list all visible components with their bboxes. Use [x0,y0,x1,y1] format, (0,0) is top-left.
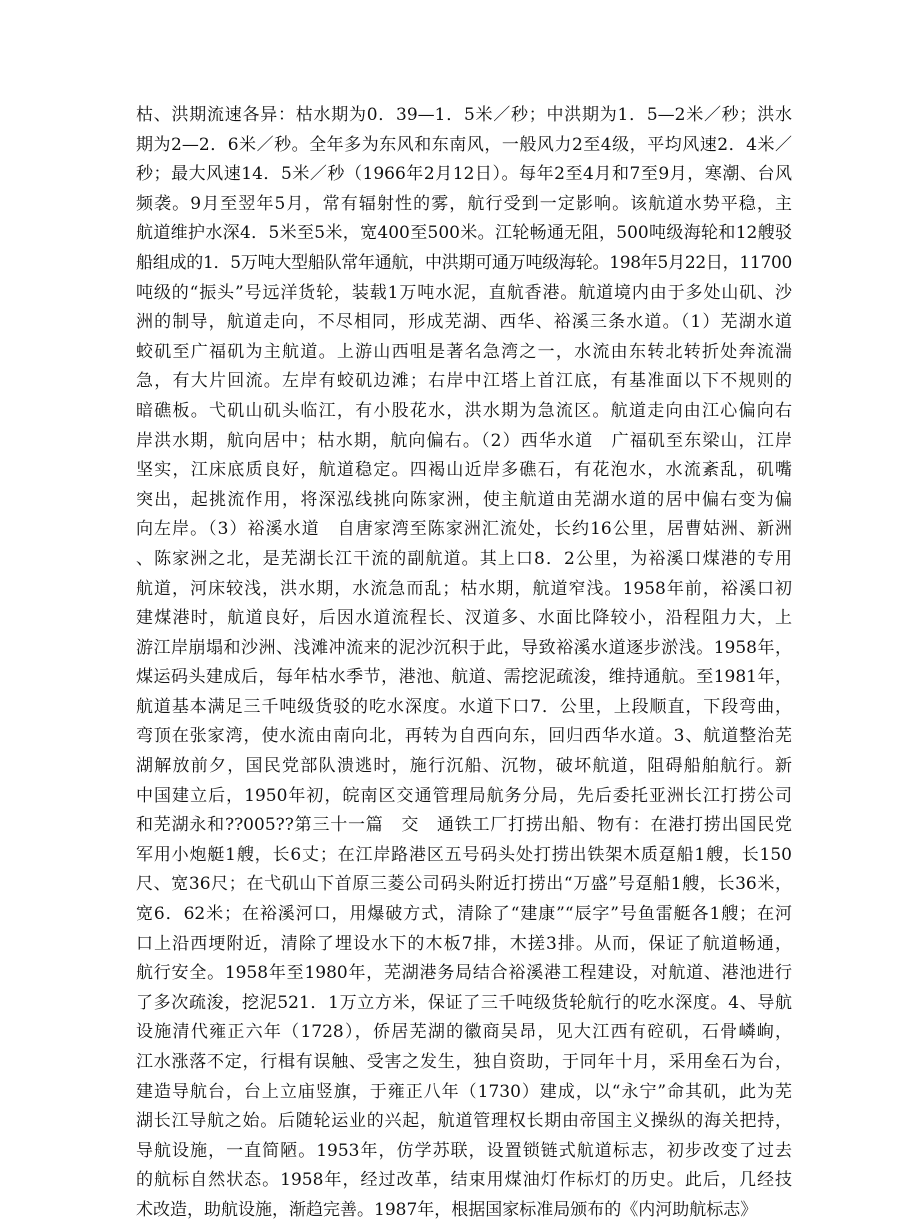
text-line: 军用小炮艇1艘，长6丈；在江岸路港区五号码头处打捞出铁架木质趸船1艘，长150 [136,844,792,865]
text-line: 口上沿西埂附近，清除了埋设水下的木板7排，木搓3排。从而，保证了航道畅通， [136,933,792,954]
text-line: 航道维护水深4．5米至5米，宽400至500米。江轮畅通无阻，500吨级海轮和12艘驳 [136,223,792,244]
text-line: 弯顶在张家湾，使水流由南向北，再转为自西向东，回归西华水道。3、航道整治芜 [136,726,792,747]
text-line: 航道基本满足三千吨级货驳的吃水深度。水道下口7．公里，上段顺直，下段弯曲， [136,696,792,717]
text-line: 岸洪水期，航向居中；枯水期，航向偏右。（2）西华水道 广福矶至东梁山，江岸 [136,430,792,451]
text-line: 中国建立后，1950年初，皖南区交通管理局航务分局，先后委托亚洲长江打捞公司 [136,785,792,806]
text-line: 洲的制导，航道走向，不尽相同，形成芜湖、西华、裕溪三条水道。（1）芜湖水道 [136,312,792,333]
text-line: 湖长江导航之始。后随轮运业的兴起，航道管理权长期由帝国主义操纵的海关把持， [136,1111,792,1132]
text-line: 吨级的“振头”号远洋货轮，装载1万吨水泥，直航香港。航道境内由于多处山矶、沙 [136,282,792,303]
text-line: 的航标自然状态。1958年，经过改革，结束用煤油灯作标灯的历史。此后，几经技 [136,1170,792,1191]
text-line: 建造导航台，台上立庙竖旗，于雍正八年（1730）建成，以“永宁”命其矶，此为芜 [136,1081,792,1102]
text-line: 设施清代雍正六年（1728），侨居芜湖的徽商吴昂，见大江西有硿矶，石骨嶙峋， [136,1022,792,1043]
text-line: 航道，河床较浅，洪水期，水流急而乱；枯水期，航道窄浅。1958年前，裕溪口初 [136,578,792,599]
text-line: 坚实，江床底质良好，航道稳定。四褐山近岸多礁石，有花泡水，水流紊乱，矶嘴 [136,460,792,481]
text-line: 航行安全。1958年至1980年，芜湖港务局结合裕溪港工程建设，对航道、港池进行 [136,963,792,984]
text-line: 导航设施，一直简陋。1953年，仿学苏联，设置锁链式航道标志，初步改变了过去 [136,1140,792,1161]
text-line: 建煤港时，航道良好，后因水道流程长、汊道多、水面比降较小，沿程阻力大，上 [136,608,792,629]
text-line: 枯、洪期流速各异：枯水期为0．39—1．5米／秒；中洪期为1．5—2米／秒；洪水 [136,105,792,125]
text-line: 蛟矶至广福矶为主航道。上游山西咀是著名急湾之一，水流由东转北转折处奔流湍 [136,341,792,362]
text-line: 江水涨落不定，行楫有误触、受害之发生，独自资助，于同年十月，采用垒石为台， [136,1052,792,1072]
text-line: 煤运码头建成后，每年枯水季节，港池、航道、需挖泥疏浚，维持通航。至1981年， [136,667,792,688]
text-line: 尺、宽36尺；在弋矶山下首原三菱公司码头附近打捞出“万盛”号趸船1艘，长36米， [136,874,792,895]
text-line: 了多次疏浚，挖泥521．1万立方米，保证了三千吨级货轮航行的吃水深度。4、导航 [136,992,792,1013]
text-line: 向左岸。（3）裕溪水道 自唐家湾至陈家洲汇流处，长约16公里，居曹姑洲、新洲 [136,519,792,540]
text-line: 频袭。9月至翌年5月，常有辐射性的雾，航行受到一定影响。该航道水势平稳，主 [136,193,792,214]
text-line: 期为2—2．6米／秒。全年多为东风和东南风，一般风力2至4级，平均风速2．4米／ [136,134,792,155]
text-line: 和芜湖永和??005??第三十一篇 交 通铁工厂打捞出船、物有：在港打捞出国民党 [136,815,792,836]
text-line: 湖解放前夕，国民党部队溃逃时，施行沉船、沉物，破坏航道，阻碍船舶航行。新 [136,756,792,777]
text-line: 船组成的1．5万吨大型船队常年通航，中洪期可通万吨级海轮。198年5月22日，11700 [136,252,792,273]
text-line: 游江岸崩塌和沙洲、浅滩冲流来的泥沙沉积于此，导致裕溪水道逐步淤浅。1958年， [136,637,792,658]
text-line: 暗礁板。弋矶山矶头临江，有小股花水，洪水期为急流区。航道走向由江心偏向右 [136,400,792,421]
text-line: 秒；最大风速14．5米／秒（1966年2月12日）。每年2至4月和7至9月，寒潮、台风 [136,164,792,185]
text-line: 突出，起挑流作用，将深泓线挑向陈家洲，使主航道由芜湖水道的居中偏右变为偏 [136,489,792,510]
text-line: 宽6．62米；在裕溪河口，用爆破方式，清除了“建康”“辰字”号鱼雷艇各1艘；在河 [136,904,792,925]
text-line: 术改造，助航设施，渐趋完善。1987年，根据国家标准局颁布的《内河助航标志》 [136,1199,758,1220]
text-line: 、陈家洲之北，是芜湖长江干流的副航道。其上口8．2公里，为裕溪口煤港的专用 [136,548,792,569]
body-text [136,101,792,1226]
text-line: 急，有大片回流。左岸有蛟矶边滩；右岸中江塔上首江底，有基准面以下不规则的 [136,371,792,392]
